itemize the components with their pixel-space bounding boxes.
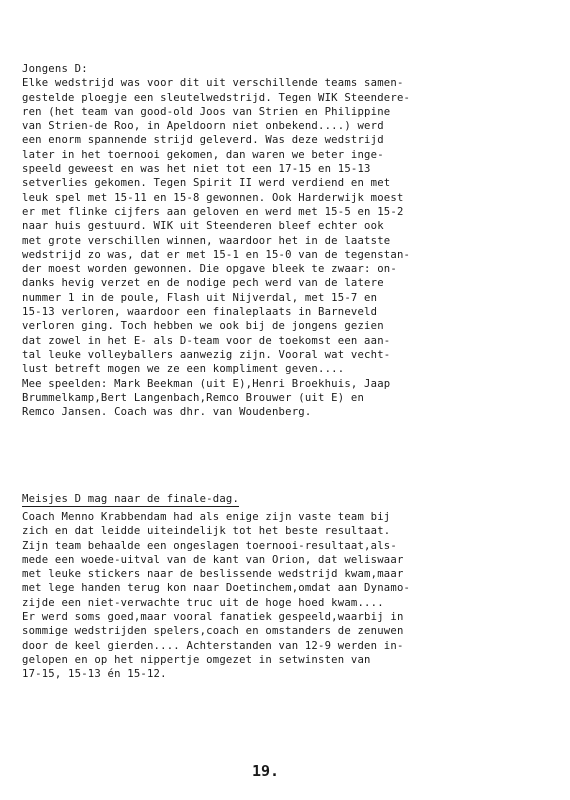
text-line: Elke wedstrijd was voor dit uit verschillende teams samen- <box>22 77 404 90</box>
section-heading: Meisjes D mag naar de finale-dag. <box>22 493 240 505</box>
text-line: lust betreft mogen we ze een kompliment geven.... <box>22 363 345 376</box>
section-jongens-d <box>22 62 552 419</box>
text-line: danks hevig verzet en de nodige pech werd van de latere <box>22 277 384 290</box>
text-line: tal leuke volleyballers aanwezig zijn. Vooral wat vecht- <box>22 348 391 361</box>
text-line: sommige wedstrijden spelers,coach en omstanders de zenuwen <box>22 625 404 638</box>
text-line: door de keel gierden.... Achterstanden van 12-9 werden in- <box>22 639 404 652</box>
section-body <box>22 510 552 682</box>
text-line: gelopen en op het nippertje omgezet in setwinsten van <box>22 653 371 666</box>
text-line: ren (het team van good-old Joos van Strien en Philippine <box>22 105 391 118</box>
text-line: nummer 1 in de poule, Flash uit Nijverdal, met 15-7 en <box>22 291 378 304</box>
text-line: van Strien-de Roo, in Apeldoorn niet onbekend....) werd <box>22 120 384 133</box>
text-line: setverlies gekomen. Tegen Spirit II werd verdiend en met <box>22 177 391 190</box>
text-line: er met flinke cijfers aan geloven en werd met 15-5 en 15-2 <box>22 205 404 218</box>
text-line: naar huis gestuurd. WIK uit Steenderen bleef echter ook <box>22 220 384 233</box>
text-line: gestelde ploegje een sleutelwedstrijd. Tegen WIK Steendere- <box>22 91 411 104</box>
text-line: Coach Menno Krabbendam had als enige zijn vaste team bij <box>22 511 391 523</box>
text-line: Zijn team behaalde een ongeslagen toernooi-resultaat,als- <box>22 539 397 552</box>
section-body <box>22 76 552 419</box>
text-line: later in het toernooi gekomen, dan waren we beter inge- <box>22 148 384 161</box>
text-line: 17-15, 15-13 én 15-12. <box>22 668 167 681</box>
text-line: der moest worden gewonnen. Die opgave bleek te zwaar: on- <box>22 263 397 276</box>
text-line: leuk spel met 15-11 en 15-8 gewonnen. Ook Harderwijk moest <box>22 191 404 204</box>
text-line: wedstrijd zo was, dat er met 15-1 en 15-0 van de tegenstan- <box>22 248 411 261</box>
text-line: Er werd soms goed,maar vooral fanatiek gespeeld,waarbij in <box>22 611 404 624</box>
text-line: met lege handen terug kon naar Doetinchem,omdat aan Dynamo- <box>22 582 411 595</box>
text-line: Brummelkamp,Bert Langenbach,Remco Brouwer (uit E) en <box>22 391 365 404</box>
text-line: Mee speelden: Mark Beekman (uit E),Henri Broekhuis, Jaap <box>22 377 391 390</box>
text-line: met leuke stickers naar de beslissende wedstrijd kwam,maar <box>22 568 404 581</box>
section-title: Jongens D: <box>22 63 88 75</box>
page-number: 19. <box>252 762 280 780</box>
text-line: Remco Jansen. Coach was dhr. van Woudenberg. <box>22 406 312 419</box>
text-line: met grote verschillen winnen, waardoor het in de laatste <box>22 234 391 247</box>
text-line: verloren ging. Toch hebben we ook bij de jongens gezien <box>22 320 384 333</box>
text-line: dat zowel in het E- als D-team voor de toekomst een aan- <box>22 334 391 347</box>
text-line: speeld geweest en was het niet tot een 17-15 en 15-13 <box>22 163 371 176</box>
text-line: zijde een niet-verwachte truc uit de hoge hoed kwam.... <box>22 596 384 609</box>
text-line: 15-13 verloren, waardoor een finaleplaats in Barneveld <box>22 306 378 319</box>
text-line: zich en dat leidde uiteindelijk tot het beste resultaat. <box>22 525 391 538</box>
text-line: mede een woede-uitval van de kant van Orion, dat weliswaar <box>22 553 404 566</box>
section-meisjes-d <box>22 492 552 682</box>
text-line: een enorm spannende strijd geleverd. Was deze wedstrijd <box>22 134 384 147</box>
